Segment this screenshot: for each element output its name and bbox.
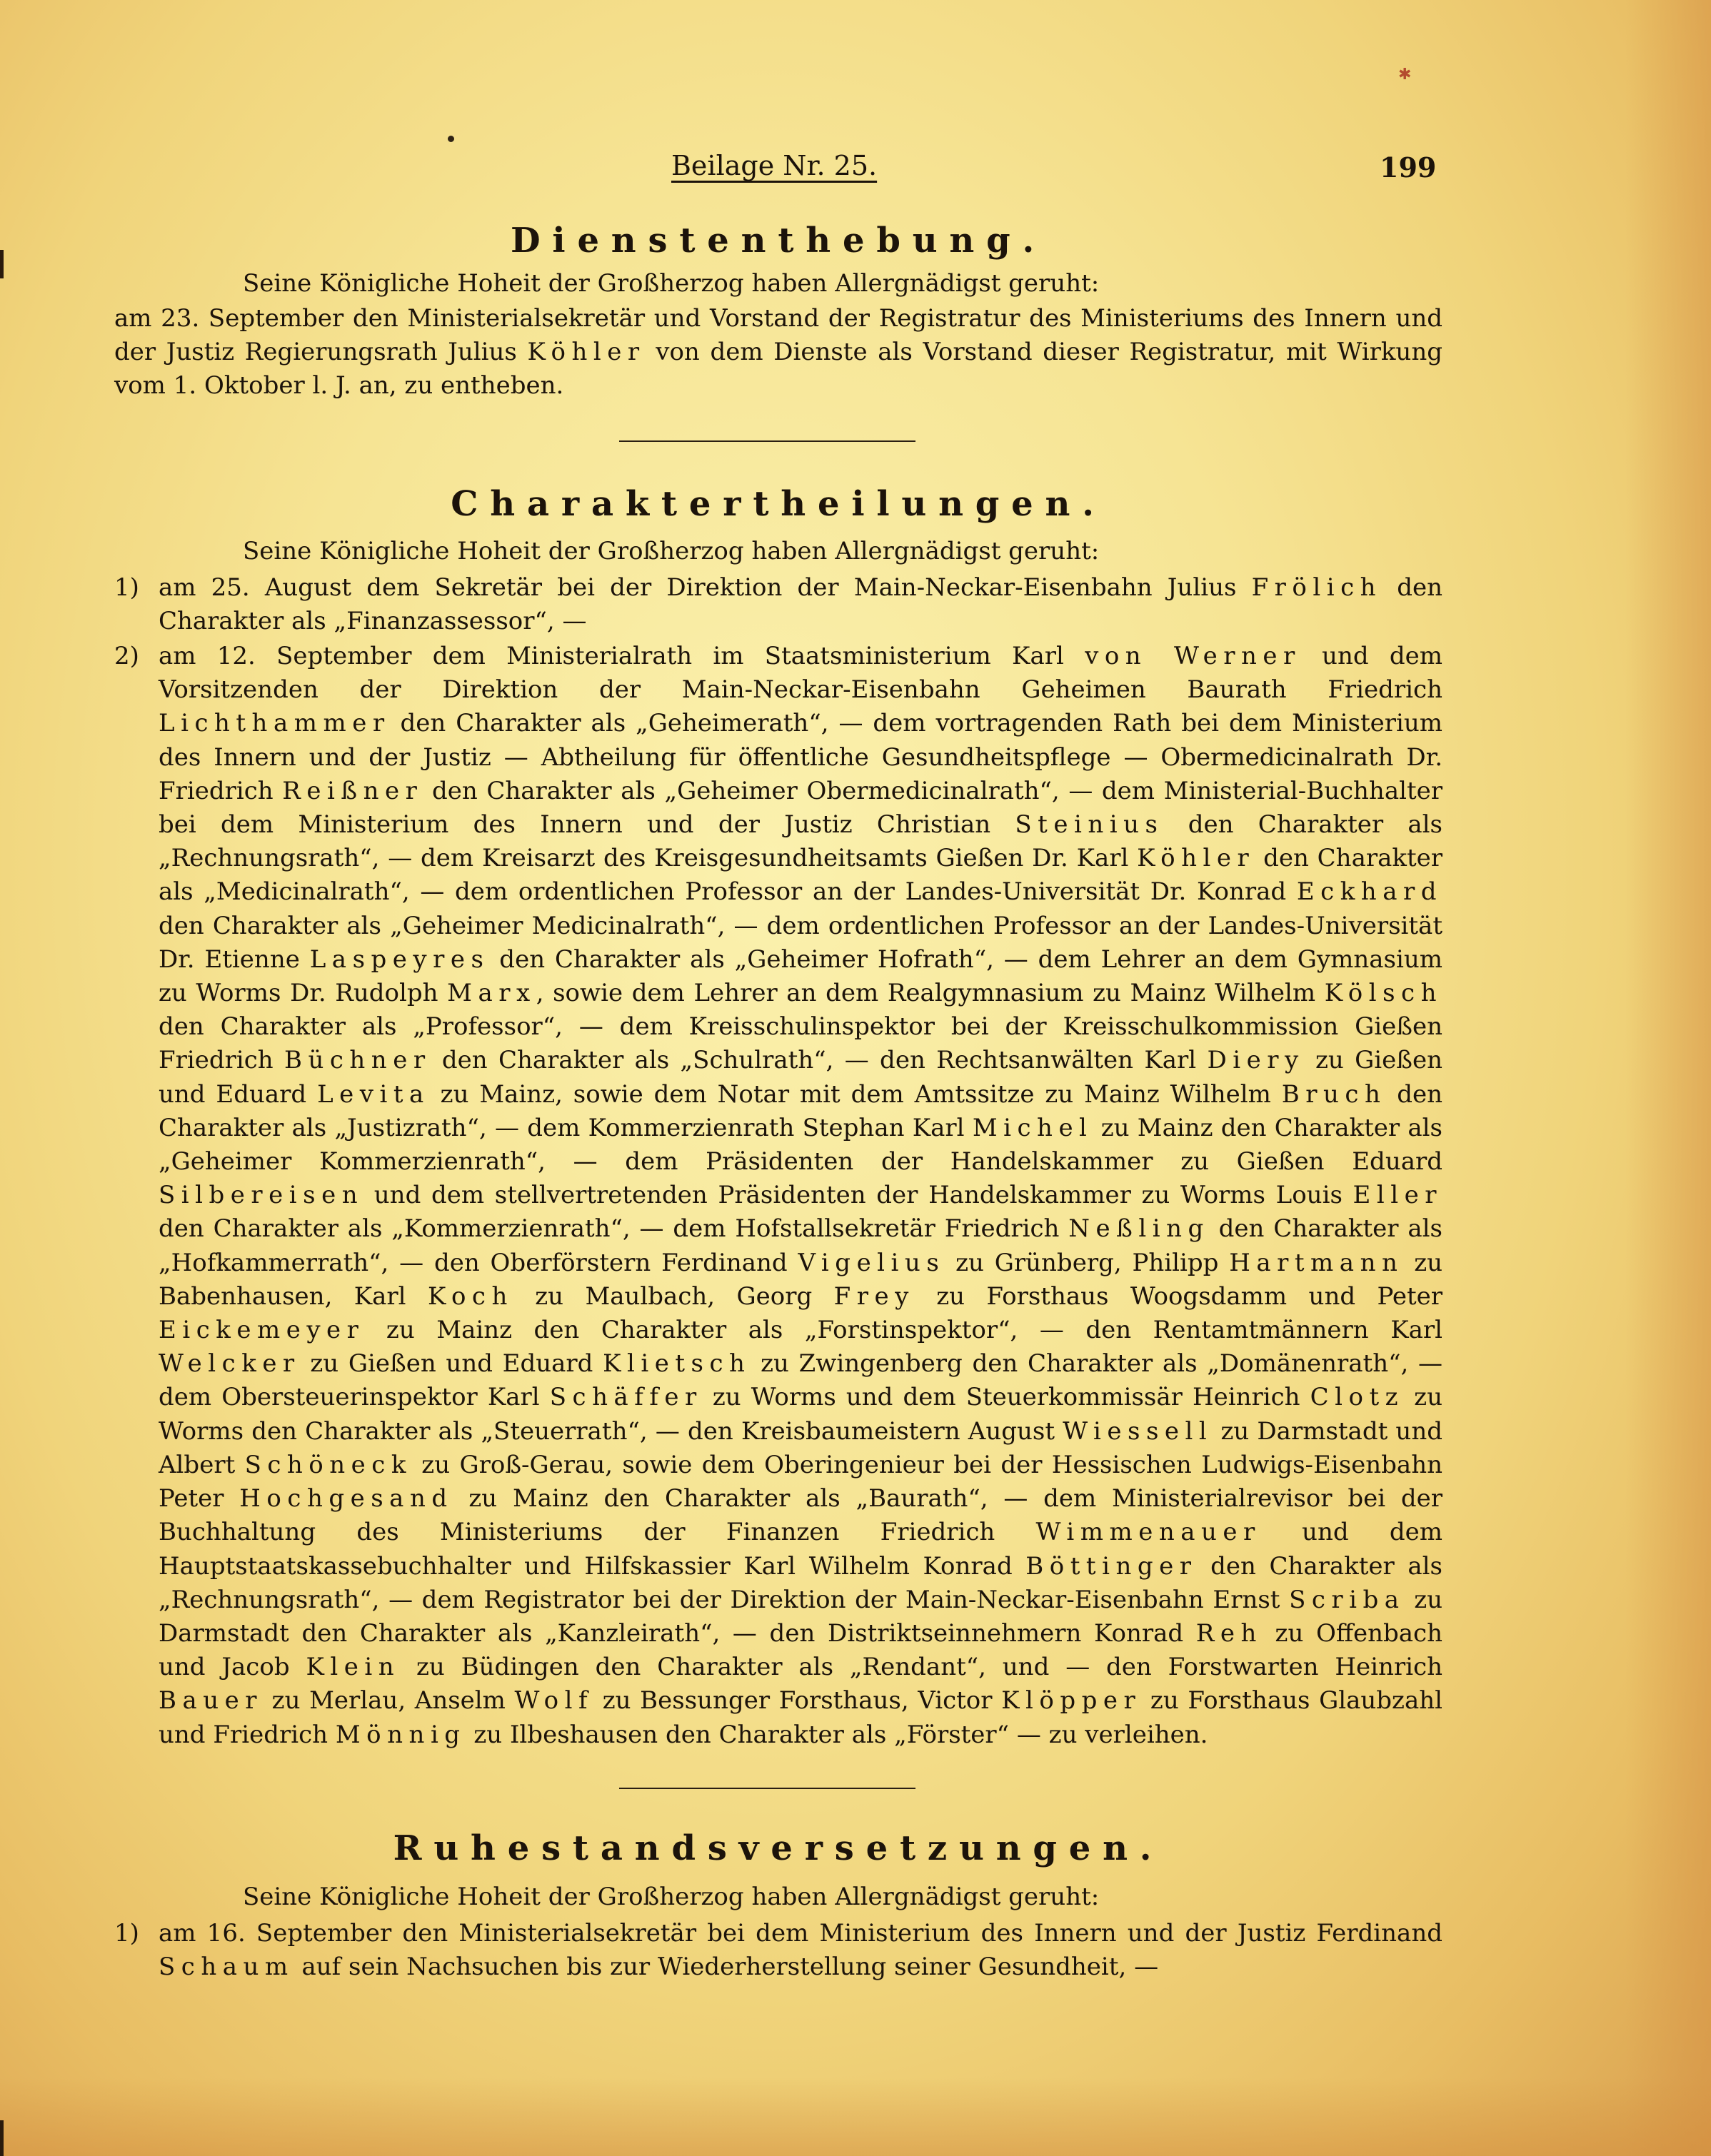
section-title-charaktertheilungen: Charaktertheilungen. bbox=[451, 483, 1106, 524]
section-title-ruhestandsversetzungen: Ruhestandsversetzungen. bbox=[393, 1828, 1164, 1868]
supplement-label: Beilage Nr. 25. bbox=[671, 150, 878, 181]
list-item bbox=[114, 640, 1442, 1752]
item-text: am 12. September dem Ministerialrath im Staatsministerium Karl von Werner und dem Vorsitzenden der Direktion der Main-Neckar-Eisenbahn Geheimen Baurath Friedrich Lichthammer den Charakter als „Geheimerath“, — dem vortragenden Rath bei dem Ministerium des Innern und der Justiz — Abtheilung für öffentliche Gesundheitspflege — Obermedicinalrath Dr. Friedrich Reißner den Charakter als „Geheimer Obermedicinalrath“, — dem Ministerial-Buchhalter bei dem Ministerium des Innern und der Justiz Christian Steinius den Charakter als „Rechnungsrath“, — dem Kreisarzt des Kreisgesundheitsamts Gießen Dr. Karl Köhler den Charakter als „Medicinalrath“, — dem ordentlichen Professor an der Landes-Universität Dr. Konrad Eckhard den Charakter als „Geheimer Medicinalrath“, — dem ordentlichen Professor an der Landes-Universität Dr. Etienne Laspeyres den Charakter als „Geheimer Hofrath“, — dem Lehrer an dem Gymnasium zu Worms Dr. Rudolph Marx, sowie dem Lehrer an dem Realgymnasium zu Mainz Wilhelm Kölsch den Charakter als „Professor“, — dem Kreisschulinspektor bei der Kreisschulkommission Gießen Friedrich Büchner den Charakter als „Schulrath“, — den Rechtsanwälten Karl Diery zu Gießen und Eduard Levita zu Mainz, sowie dem Notar mit dem Amtssitze zu Mainz Wilhelm Bruch den Charakter als „Justizrath“, — dem Kommerzienrath Stephan Karl Michel zu Mainz den Charakter als „Geheimer Kommerzienrath“, — dem Präsidenten der Handelskammer zu Gießen Eduard Silbereisen und dem stellvertretenden Präsidenten der Handelskammer zu Worms Louis Eller den Charakter als „Kommerzienrath“, — dem Hofstallsekretär Friedrich Neßling den Charakter als „Hofkammerrath“, — den Oberförstern Ferdinand Vigelius zu Grünberg, Philipp Hartmann zu Babenhausen, Karl Koch zu Maulbach, Georg Frey zu Forsthaus Woogsdamm und Peter Eickemeyer zu Mainz den Charakter als „Forstinspektor“, — den Rentamtmännern Karl Welcker zu Gießen und Eduard Klietsch zu Zwingenberg den Charakter als „Domänenrath“, — dem Obersteuerinspektor Karl Schäffer zu Worms und dem Steuerkommissär Heinrich Clotz zu Worms den Charakter als „Steuerrath“, — den Kreisbaumeistern August Wiessell zu Darmstadt und Albert Schöneck zu Groß-Gerau, sowie dem Oberingenieur bei der Hessischen Ludwigs-Eisenbahn Peter Hochgesand zu Mainz den Charakter als „Baurath“, — dem Ministerialrevisor bei der Buchhaltung des Ministeriums der Finanzen Friedrich Wimmenauer und dem Hauptstaatskassebuchhalter und Hilfskassier Karl Wilhelm Konrad Böttinger den Charakter als „Rechnungsrath“, — dem Registrator bei der Direktion der Main-Neckar-Eisenbahn Ernst Scriba zu Darmstadt den Charakter als „Kanzleirath“, — den Distriktseinnehmern Konrad Reh zu Offenbach und Jacob Klein zu Büdingen den Charakter als „Rendant“, und — den Forstwarten Heinrich Bauer zu Merlau, Anselm Wolf zu Bessunger Forsthaus, Victor Klöpper zu Forsthaus Glaubzahl und Friedrich Mönnig zu Ilbeshausen den Charakter als „Förster“ — zu verleihen. bbox=[159, 642, 1443, 1749]
page-header bbox=[114, 150, 1442, 200]
item-number: 2) bbox=[114, 642, 139, 671]
item-text: am 16. September den Ministerialsekretär bei dem Ministerium des Innern und der Justiz Ferdinand Schaum auf sein Nachsuchen bis zur Wiederherstellung seiner Gesundheit, — bbox=[159, 1918, 1442, 1981]
section-intro: Seine Königliche Hoheit der Großherzog haben Allergnädigst geruht: bbox=[243, 536, 1100, 565]
binding-mark bbox=[0, 2120, 4, 2156]
stain-mark: ✱ bbox=[1398, 66, 1412, 84]
section-intro: Seine Königliche Hoheit der Großherzog haben Allergnädigst geruht: bbox=[243, 1882, 1100, 1911]
person-name: Schaum bbox=[159, 1952, 294, 1981]
section-title-dienstenthebung: Dienstenthebung. bbox=[511, 221, 1046, 261]
section-intro: Seine Königliche Hoheit der Großherzog haben Allergnädigst geruht: bbox=[243, 269, 1100, 298]
person-name: Frölich bbox=[1251, 573, 1383, 602]
paper-edge-shading bbox=[1625, 0, 1711, 2156]
ink-speck bbox=[448, 136, 454, 142]
person-name: Köhler bbox=[527, 338, 646, 367]
dienstenthebung-paragraph: am 23. September den Ministerialsekretär und Vorstand der Registratur des Ministeriums des Innern und der Justiz Regierungsrath Julius Köhler von dem Dienste als Vorstand dieser Registratur, mit Wirkung vom 1. Oktober l. J. an, zu entheben. bbox=[114, 304, 1442, 401]
paper-edge-shading-bottom bbox=[0, 2077, 1711, 2156]
section-divider bbox=[619, 440, 915, 442]
binding-mark bbox=[0, 250, 4, 278]
item-text: am 25. August dem Sekretär bei der Direktion der Main-Neckar-Eisenbahn Julius Frölich den Charakter als „Finanzassessor“, — bbox=[159, 573, 1442, 635]
section-divider bbox=[619, 1788, 915, 1789]
page-number: 199 bbox=[1380, 151, 1437, 183]
page-content bbox=[114, 150, 1442, 1984]
list-item bbox=[114, 571, 1442, 638]
list-item bbox=[114, 1917, 1442, 1984]
item-number: 1) bbox=[114, 1918, 139, 1948]
item-number: 1) bbox=[114, 573, 139, 602]
